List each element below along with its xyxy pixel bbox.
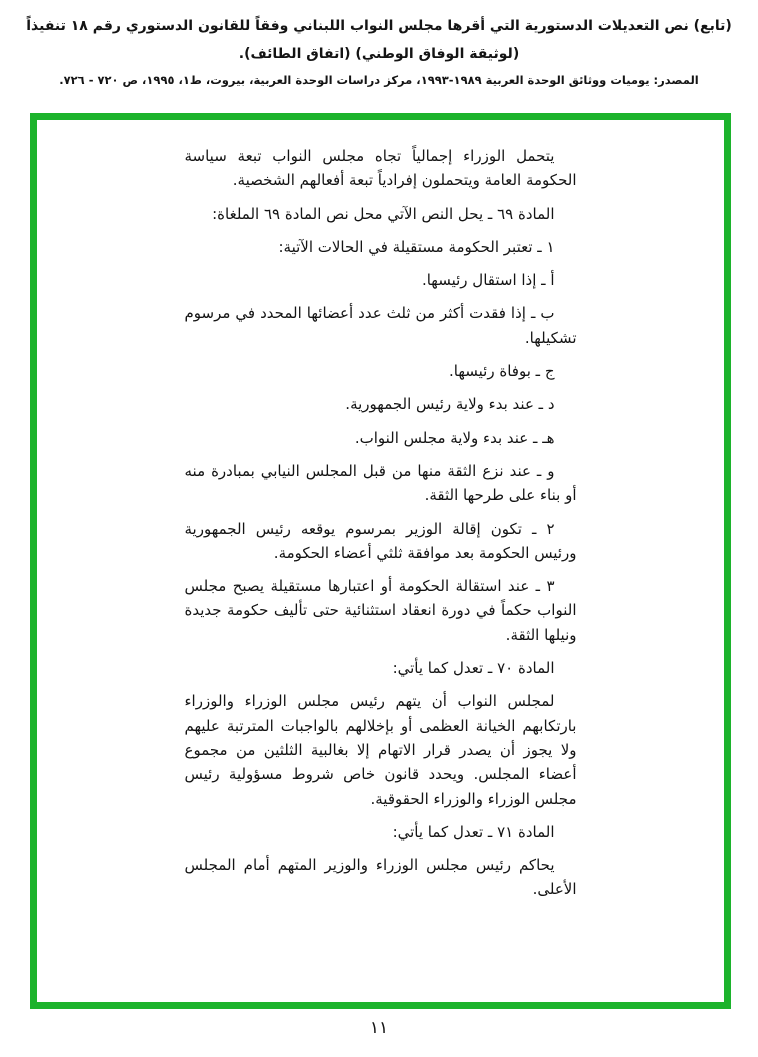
- body-paragraph: يحاكم رئيس مجلس الوزراء والوزير المتهم أمام المجلس الأعلى.: [184, 856, 577, 899]
- highlight-box: [30, 113, 731, 1009]
- document-header: [0, 12, 758, 89]
- source-citation: المصدر: يوميات ووثائق الوحدة العربية ١٩٨٩-١٩٩٣، مركز دراسات الوحدة العربية، بيروت، ط١، ١٩٩٥، ص ٧٢٠ - ٧٢٦.: [59, 73, 699, 87]
- page-number: ١١: [369, 1018, 389, 1038]
- body-paragraph: المادة ٧١ ـ تعدل كما يأتي:: [392, 822, 555, 841]
- body-paragraph: يتحمل الوزراء إجمالياً تجاه مجلس النواب تبعة سياسة الحكومة العامة ويتحملون إفرادياً تبعة أفعالهم الشخصية.: [184, 147, 577, 190]
- title-line-2: الوطني) (اتفاق الطائف).: [238, 46, 414, 62]
- body-paragraph: ب ـ إذا فقدت أكثر من ثلث عدد أعضائها المحدد في مرسوم تشكيلها.: [184, 304, 577, 347]
- body-paragraph: هـ ـ عند بدء ولاية مجلس النواب.: [354, 428, 555, 447]
- body-paragraph: أ ـ إذا استقال رئيسها.: [421, 271, 555, 290]
- body-paragraph: ٣ ـ عند استقالة الحكومة أو اعتبارها مستقيلة يصبح مجلس النواب حكماً في دورة انعقاد استثنائية حتى تأليف حكومة جديدة ونيلها الثقة.: [184, 577, 577, 644]
- body-paragraph: المادة ٧٠ ـ تعدل كما يأتي:: [392, 659, 555, 678]
- title-line-1: (تابع) نص التعديلات الدستورية التي أقرها مجلس النواب اللبناني وفقاً للقانون الدستوري رقم ١٨ تنفيذاً (لوثيقة الوفاق: [26, 18, 732, 62]
- body-paragraph: د ـ عند بدء ولاية رئيس الجمهورية.: [345, 395, 555, 414]
- body-paragraph: ١ ـ تعتبر الحكومة مستقيلة في الحالات الآتية:: [278, 237, 555, 256]
- document-body: [185, 120, 577, 902]
- body-paragraph: لمجلس النواب أن يتهم رئيس مجلس الوزراء والوزراء بارتكابهم الخيانة العظمى أو بإخلالهم بالواجبات المترتبة عليهم ولا يجوز أن يصدر قرار الاتهام إلا بغالبية الثلثين من مجموع أعضاء المجلس. ويحدد قانون خاص شروط مسؤولية رئيس مجلس الوزراء والوزراء الحقوقية.: [184, 692, 577, 808]
- body-paragraph: المادة ٦٩ ـ يحل النص الآتي محل نص المادة ٦٩ الملغاة:: [212, 204, 555, 223]
- body-paragraph: ج ـ بوفاة رئيسها.: [449, 362, 555, 381]
- body-paragraph: و ـ عند نزع الثقة منها من قبل المجلس النيابي بمبادرة منه أو بناء على طرحها الثقة.: [184, 461, 577, 505]
- body-paragraph: ٢ ـ تكون إقالة الوزير بمرسوم يوقعه رئيس الجمهورية ورئيس الحكومة بعد موافقة ثلثي أعضاء الحكومة.: [184, 519, 577, 562]
- document-title: [17, 12, 741, 68]
